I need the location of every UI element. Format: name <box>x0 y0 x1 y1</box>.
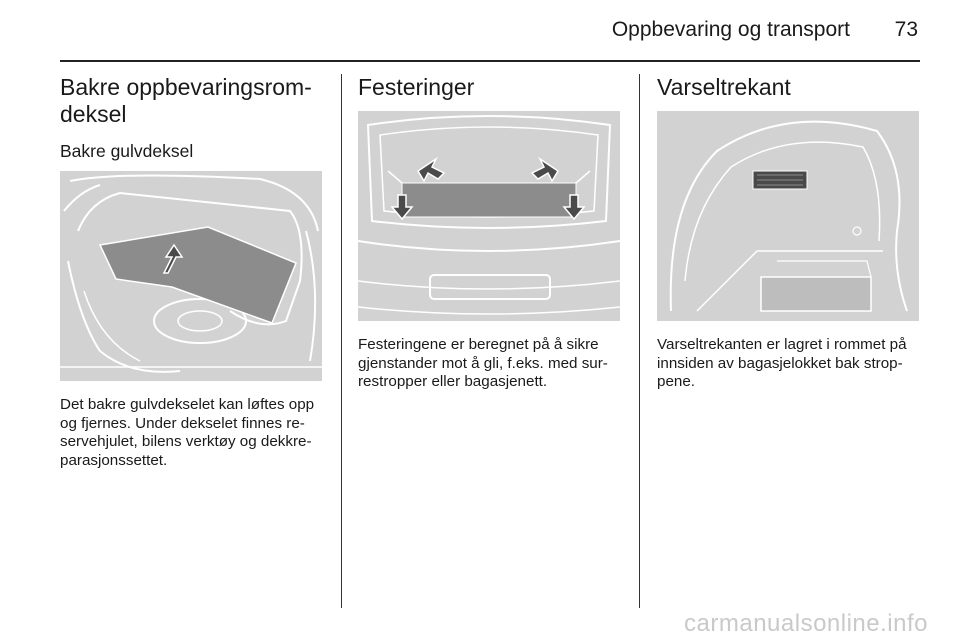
text-line: og fjernes. Under dekselet finnes re- <box>60 414 305 432</box>
text-line: Varseltrekanten er lagret i rommet på <box>657 336 907 353</box>
lashing-rings-illustration <box>358 111 620 321</box>
warning-triangle-text <box>657 336 927 392</box>
section-heading-rear-storage-cover <box>60 74 322 128</box>
section-warning-triangle <box>657 74 919 101</box>
section-lashing-rings <box>358 74 620 101</box>
text-line: Festeringene er beregnet på å sikre <box>358 336 599 353</box>
page-header-title: Oppbevaring og transport <box>611 18 850 41</box>
text-line: Det bakre gulvdekselet kan løftes opp <box>60 396 315 413</box>
watermark: carmanualsonline.info <box>684 610 928 637</box>
lashing-rings-text <box>358 336 630 392</box>
header-rule <box>60 60 920 62</box>
column-divider-2 <box>639 74 640 608</box>
boot-floor-highlight <box>402 183 576 217</box>
text-line: restropper eller bagasjenett. <box>358 373 548 390</box>
text-line: gjenstander mot å gli, f.eks. med sur- <box>358 354 608 372</box>
section-rear-floor-cover <box>60 74 322 162</box>
page-number: 73 <box>894 18 918 41</box>
text-line: servehjulet, bilens verktøy og dekkre- <box>60 433 312 450</box>
column-divider-1 <box>341 74 342 608</box>
section-heading-lashing-rings: Festeringer <box>358 74 475 100</box>
rear-floor-cover-text <box>60 396 328 470</box>
text-line: innsiden av bagasjelokket bak strop- <box>657 354 903 372</box>
rear-floor-cover-illustration <box>60 171 322 381</box>
subheading-rear-floor-cover: Bakre gulvdeksel <box>60 141 194 161</box>
text-line: pene. <box>657 373 696 390</box>
text-line: parasjonssettet. <box>60 451 168 469</box>
warning-triangle-illustration <box>657 111 919 321</box>
section-heading-warning-triangle: Varseltrekant <box>657 74 791 100</box>
heading-line-1: Bakre oppbevaringsrom- <box>60 74 312 100</box>
heading-line-2: deksel <box>60 101 127 127</box>
